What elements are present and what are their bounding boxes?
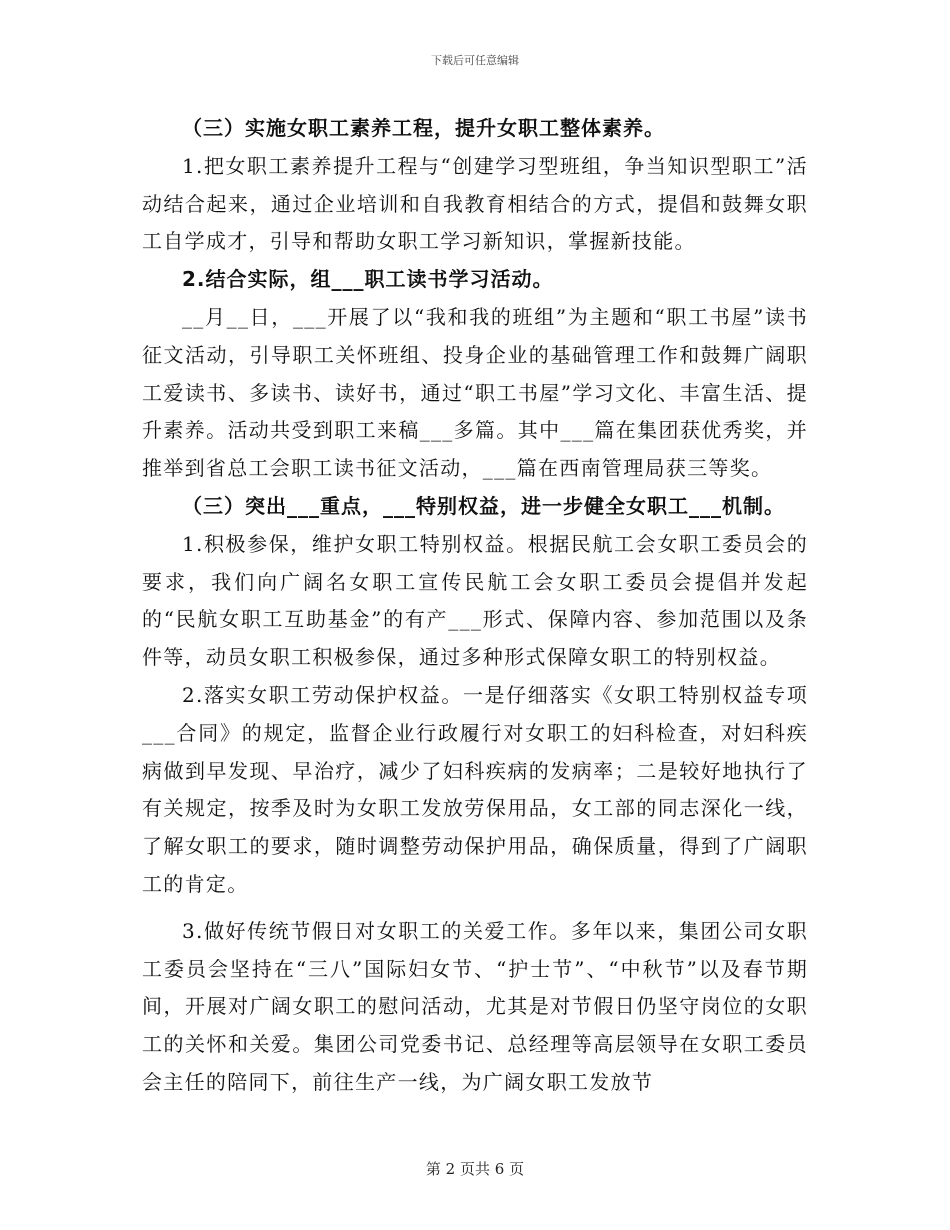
paragraph-insurance: 1.积极参保，维护女职工特别权益。根据民航工会女职工委员会的要求，我们向广阔名女职工宣传民航工会女职工委员会提倡并发起的“民航女职工互助基金”的有产___形式、保障内容、参加范围以及条件等，动员女职工积极参保，通过多种形式保障女职工的特别权益。: [142, 531, 808, 670]
section-heading-3b: （三）突出___重点，___特别权益，进一步健全女职工___机制。: [182, 493, 785, 518]
paragraph-quality-project: 1.把女职工素养提升工程与“创建学习型班组，争当知识型职工”活动结合起来，通过企业培训和自我教育相结合的方式，提倡和鼓舞女职工自学成才，引导和帮助女职工学习新知识，掌握新技能。: [142, 153, 808, 254]
paragraph-labor-protection: 2.落实女职工劳动保护权益。一是仔细落实《女职工特别权益专项___合同》的规定，监督企业行政履行对女职工的妇科检查，对妇科疾病做到早发现、早治疗，减少了妇科疾病的发病率；二是较好地执行了有关规定，按季及时为女职工发放劳保用品，女工部的同志深化一线，了解女职工的要求，随时调整劳动保护用品，确保质量，得到了广阔职工的肯定。: [142, 682, 808, 896]
page-number: 第 2 页共 6 页: [425, 1160, 525, 1178]
paragraph-reading-activity: __月__日，___开展了以“我和我的班组”为主题和“职工书屋”读书征文活动，引导职工关怀班组、投身企业的基础管理工作和鼓舞广阔职工爱读书、多读书、读好书，通过“职工书屋”学习文化、丰富生活、提升素养。活动共受到职工来稿___多篇。其中___篇在集团获优秀奖，并推举到省总工会职工读书征文活动，___篇在西南管理局获三等奖。: [142, 304, 808, 481]
page-header: 下载后可任意编辑: [431, 54, 519, 67]
paragraph-holiday-care: 3.做好传统节假日对女职工的关爱工作。多年以来，集团公司女职工委员会坚持在“三八”国际妇女节、“护士节”、“中秋节”以及春节期间，开展对广阔女职工的慰问活动，尤其是对节假日仍坚守岗位的女职工的关怀和关爱。集团公司党委书记、总经理等高层领导在女职工委员会主任的陪同下，前往生产一线，为广阔女职工发放节: [142, 918, 808, 1094]
section-heading-3a: （三）实施女职工素养工程，提升女职工整体素养。: [182, 116, 665, 140]
document-body: [142, 110, 808, 1102]
subheading-reading-activity: 2.结合实际，组___职工读书学习活动。: [182, 267, 554, 292]
